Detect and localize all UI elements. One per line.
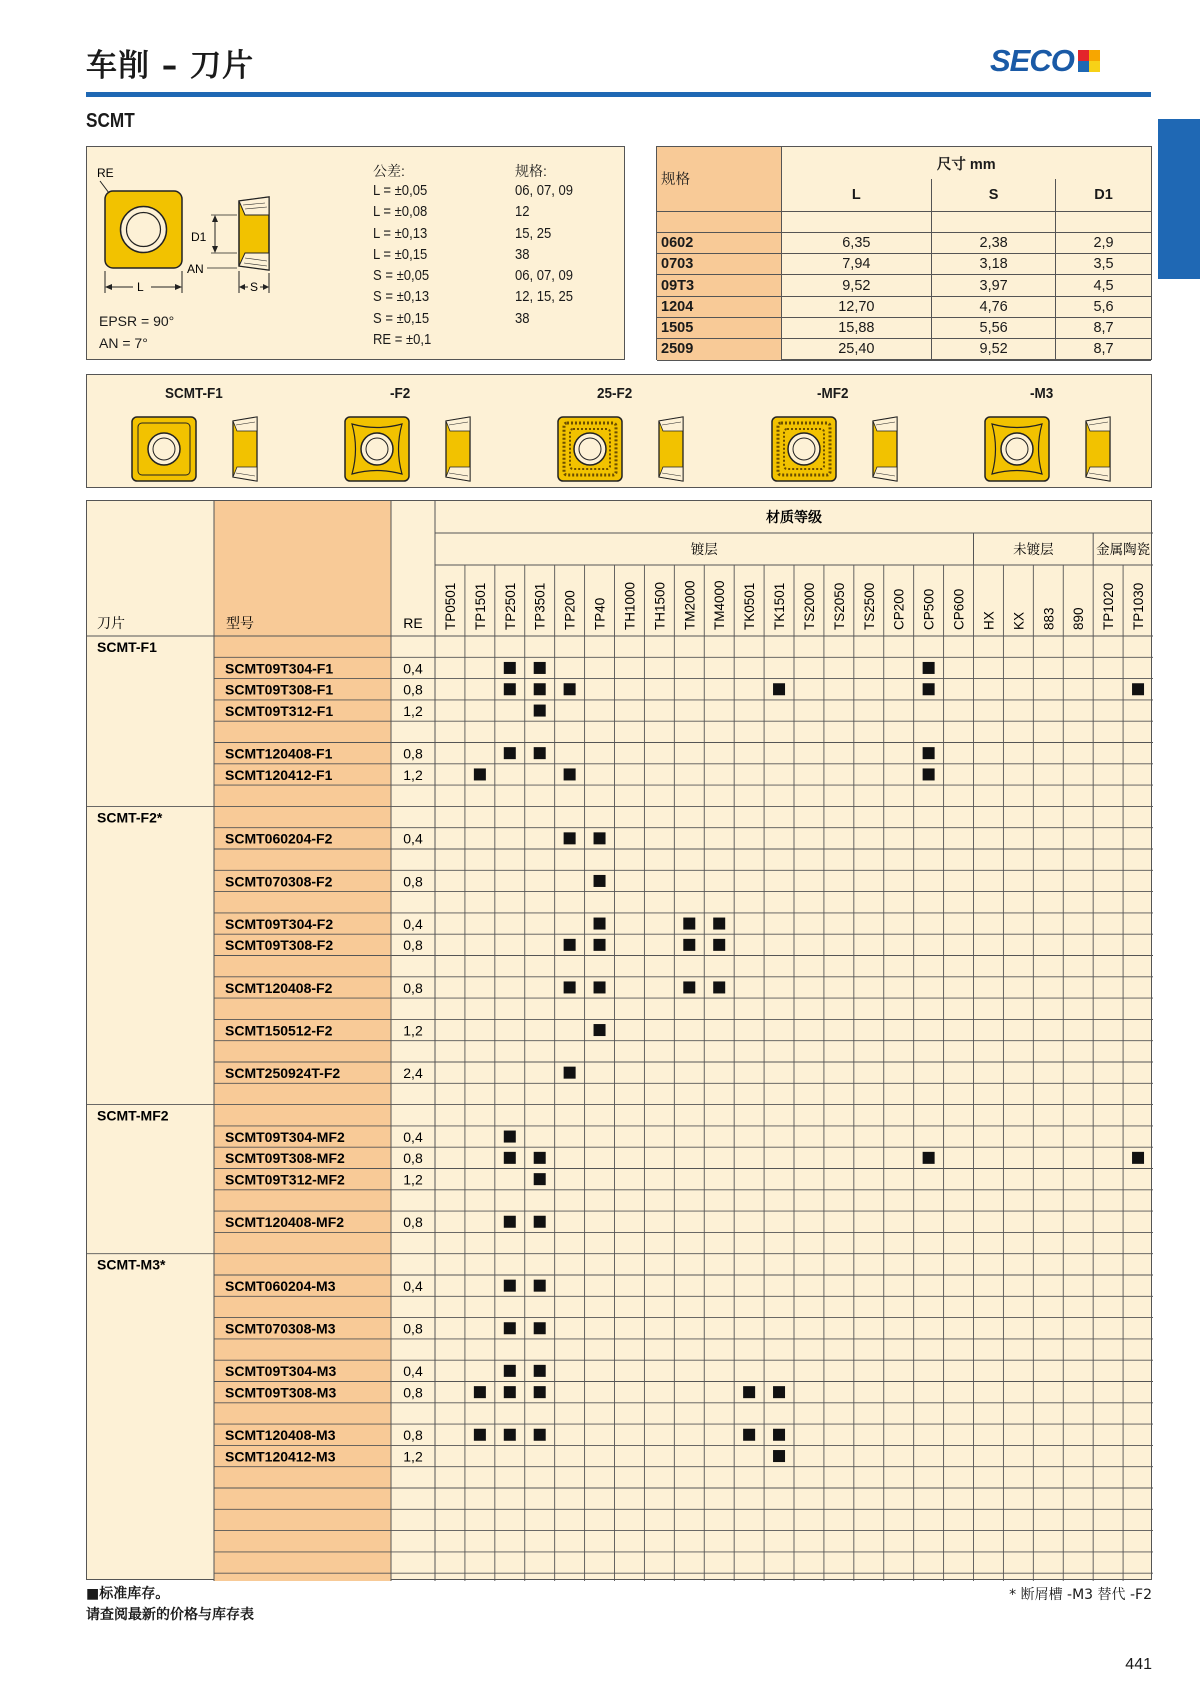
dim-cell-spec: 1505 <box>657 317 781 338</box>
dim-cell-d1: 2,9 <box>1056 232 1151 253</box>
uncoated-group-label: 未镀层 <box>1013 542 1054 558</box>
stock-mark <box>773 1450 785 1462</box>
insert-type-code: SCMT09T304-MF2 <box>225 1128 345 1145</box>
dim-cell-d1: 3,5 <box>1056 254 1151 275</box>
dim-col-d1: D1 <box>1056 179 1151 211</box>
grade-table <box>86 500 1152 1580</box>
grade-header: TP1020 <box>1101 582 1117 630</box>
page-number: 441 <box>1125 1656 1152 1673</box>
insert-type-code: SCMT120408-F1 <box>225 745 333 762</box>
dim-cell-d1: 8,7 <box>1056 339 1151 360</box>
corner-radius-value: 1,2 <box>403 702 423 719</box>
grade-header: TP3501 <box>532 582 548 630</box>
grade-header: TK0501 <box>742 582 758 630</box>
dim-cell-l: 6,35 <box>781 232 932 253</box>
insert-type-code: SCMT120408-MF2 <box>225 1214 345 1231</box>
corner-radius-value: 1,2 <box>403 1448 423 1465</box>
epsr-text: EPSR = 90° <box>99 313 175 329</box>
spec-item: 06, 07, 09 <box>515 268 574 285</box>
insert-type-code: SCMT09T304-M3 <box>225 1363 337 1380</box>
stock-mark <box>683 981 695 993</box>
dim-cell-l: 9,52 <box>781 275 932 296</box>
corner-radius-value: 0,8 <box>403 745 423 762</box>
stock-mark <box>504 1429 516 1441</box>
stock-mark <box>743 1429 755 1441</box>
stock-mark <box>594 981 606 993</box>
spec-item: 06, 07, 09 <box>515 183 574 199</box>
stock-mark <box>504 1216 516 1228</box>
dim-cell-spec: 2509 <box>657 339 781 360</box>
section-title: SCMT <box>86 110 135 132</box>
stock-mark <box>534 747 546 759</box>
insert-type-code: SCMT120412-F1 <box>225 766 333 783</box>
corner-radius-value: 0,8 <box>403 979 423 996</box>
corner-radius-value: 0,8 <box>403 1320 423 1337</box>
insert-type-code: SCMT09T304-F2 <box>225 915 334 932</box>
stock-mark <box>474 1386 486 1398</box>
logo-text: SECO <box>990 43 1074 78</box>
corner-radius-value: 0,8 <box>403 1150 423 1167</box>
stock-mark <box>534 683 546 695</box>
chipbreaker-insert-icon <box>129 415 279 483</box>
dim-row <box>657 317 1151 338</box>
stock-mark <box>504 683 516 695</box>
dim-cell-spec: 1204 <box>657 296 781 317</box>
stock-mark <box>923 1152 935 1164</box>
stock-mark <box>564 939 576 951</box>
stock-mark <box>534 1216 546 1228</box>
grade-header: CP200 <box>891 588 907 630</box>
tolerance-item: S = ±0,15 <box>373 310 430 327</box>
dim-cell-s: 9,52 <box>932 339 1056 360</box>
corner-radius-value: 1,2 <box>403 1171 423 1188</box>
stock-mark <box>683 939 695 951</box>
insert-type-code: SCMT060204-F2 <box>225 830 333 847</box>
corner-radius-value: 0,4 <box>403 915 423 932</box>
spec-list <box>515 181 573 351</box>
dim-row <box>657 232 1151 253</box>
stock-mark <box>564 768 576 780</box>
grade-header: TP200 <box>562 590 578 630</box>
d1-label: D1 <box>191 230 207 244</box>
grade-header: CP600 <box>951 588 967 630</box>
chipbreaker-label: 25-F2 <box>597 385 633 402</box>
spec-item: 12, 15, 25 <box>515 289 574 306</box>
dim-cell-d1: 5,6 <box>1056 296 1151 317</box>
stock-mark <box>1132 1152 1144 1164</box>
stock-mark <box>474 1429 486 1441</box>
s-label: S <box>250 280 259 294</box>
chipbreaker-insert-icon <box>769 415 919 483</box>
stock-mark <box>773 1386 785 1398</box>
stock-mark <box>773 1429 785 1441</box>
grade-header: TS2500 <box>861 582 877 630</box>
insert-type-code: SCMT09T308-F2 <box>225 937 334 954</box>
tolerance-header: 公差: <box>373 163 405 179</box>
chipbreaker-label: SCMT-F1 <box>165 385 223 402</box>
insert-type-code: SCMT150512-F2 <box>225 1022 333 1039</box>
l-label: L <box>137 280 144 294</box>
stock-mark <box>594 939 606 951</box>
insert-type-code: SCMT120408-F2 <box>225 979 333 996</box>
tolerance-item: L = ±0,15 <box>373 246 428 263</box>
corner-radius-value: 2,4 <box>403 1065 423 1081</box>
stock-mark <box>534 1152 546 1164</box>
stock-mark <box>713 939 725 951</box>
dim-row <box>657 254 1151 275</box>
dim-cell-s: 4,76 <box>932 296 1056 317</box>
grade-header: TH1000 <box>622 581 638 630</box>
stock-mark <box>534 1386 546 1398</box>
dim-col-l: L <box>781 179 932 211</box>
stock-mark <box>594 918 606 930</box>
col-insert-header: 刀片 <box>97 616 125 632</box>
dim-cell-s: 2,38 <box>932 232 1056 253</box>
corner-radius-value: 0,4 <box>403 830 423 847</box>
corner-radius-value: 0,8 <box>403 1384 423 1401</box>
grade-group-title: 材质等级 <box>766 510 822 526</box>
insert-type-code: SCMT09T308-MF2 <box>225 1150 345 1167</box>
an-label: AN <box>187 262 204 276</box>
spec-item <box>515 330 573 351</box>
corner-radius-value: 0,4 <box>403 1278 423 1294</box>
insert-type-code: SCMT070308-F2 <box>225 873 333 890</box>
grade-header: TP40 <box>592 597 608 630</box>
insert-type-code: SCMT09T308-M3 <box>225 1384 337 1401</box>
tolerance-item: L = ±0,13 <box>373 225 428 242</box>
stock-mark <box>683 918 695 930</box>
dim-row <box>657 275 1151 296</box>
re-leader <box>100 181 109 193</box>
dim-spec-header: 规格 <box>657 147 781 211</box>
tolerance-item: L = ±0,05 <box>373 183 428 199</box>
dim-title: 尺寸 mm <box>936 156 996 173</box>
stock-mark <box>534 705 546 717</box>
grade-header: TS2050 <box>831 582 847 630</box>
tolerance-item: S = ±0,05 <box>373 268 430 285</box>
stock-mark <box>564 683 576 695</box>
stock-mark <box>534 1280 546 1292</box>
stock-mark <box>923 662 935 674</box>
stock-mark <box>923 683 935 695</box>
corner-radius-value: 0,4 <box>403 1128 423 1145</box>
stock-mark <box>504 747 516 759</box>
corner-radius-value: 0,8 <box>403 681 423 698</box>
grade-header: 883 <box>1041 607 1057 630</box>
insert-type-code: SCMT09T304-F1 <box>225 660 334 677</box>
grade-header: TP1501 <box>472 582 488 630</box>
corner-radius-value: 0,8 <box>403 937 423 954</box>
insert-type-code: SCMT250924T-F2 <box>225 1065 341 1081</box>
insert-group-label: SCMT-F1 <box>97 639 157 655</box>
insert-group-label: SCMT-M3* <box>97 1256 166 1273</box>
corner-radius-value: 1,2 <box>403 1022 423 1039</box>
tolerance-item: RE = ±0,1 <box>373 332 432 349</box>
header-rule <box>86 92 1151 97</box>
tolerance-item: L = ±0,08 <box>373 204 428 221</box>
footnote: * 断屑槽 -M3 替代 -F2 <box>1009 1587 1152 1603</box>
corner-radius-value: 0,8 <box>403 1427 423 1444</box>
tolerance-item: S = ±0,13 <box>373 289 430 306</box>
tolerance-list <box>373 181 431 351</box>
grade-header: TP1030 <box>1131 582 1147 630</box>
chipbreaker-panel <box>86 374 1152 488</box>
dim-row <box>657 296 1151 317</box>
stock-mark <box>504 1280 516 1292</box>
dim-cell-l: 7,94 <box>781 254 932 275</box>
stock-mark <box>564 981 576 993</box>
stock-mark <box>534 1173 546 1185</box>
page-title: 车削 – 刀片 <box>86 48 255 84</box>
stock-mark <box>743 1386 755 1398</box>
dim-cell-d1: 8,7 <box>1056 317 1151 338</box>
dim-cell-l: 15,88 <box>781 317 932 338</box>
col-re-header: RE <box>403 615 423 631</box>
dim-cell-spec: 0602 <box>657 232 781 253</box>
grade-header: TH1500 <box>652 581 668 630</box>
stock-mark <box>564 832 576 844</box>
seco-logo <box>990 44 1100 78</box>
stock-mark <box>534 1322 546 1334</box>
grade-header: 890 <box>1071 607 1087 630</box>
grade-header: TM2000 <box>682 580 698 630</box>
insert-hole-inner <box>127 213 161 247</box>
dim-cell-spec: 0703 <box>657 254 781 275</box>
chipbreaker-label: -MF2 <box>816 385 849 402</box>
cermet-group-label: 金属陶瓷 <box>1096 542 1151 558</box>
dim-cell-s: 3,18 <box>932 254 1056 275</box>
stock-mark <box>594 832 606 844</box>
dim-cell-l: 12,70 <box>781 296 932 317</box>
grade-header: TM4000 <box>712 580 728 630</box>
stock-mark <box>534 1365 546 1377</box>
corner-radius-value: 0,4 <box>403 660 423 677</box>
an-text: AN = 7° <box>99 335 148 351</box>
insert-type-code: SCMT09T312-MF2 <box>225 1171 345 1188</box>
grade-table-grid <box>87 501 1153 1581</box>
spec-item: 15, 25 <box>515 225 552 242</box>
grade-header: TP0501 <box>442 582 458 630</box>
spec-item: 12 <box>515 204 530 221</box>
insert-type-code: SCMT09T312-F1 <box>225 702 334 719</box>
stock-mark <box>713 981 725 993</box>
stock-mark <box>474 768 486 780</box>
stock-mark <box>534 1429 546 1441</box>
stock-mark <box>504 1365 516 1377</box>
legend-price-note: 请查阅最新的价格与库存表 <box>86 1607 254 1623</box>
side-tab <box>1158 119 1200 279</box>
stock-mark <box>923 747 935 759</box>
stock-mark <box>773 683 785 695</box>
stock-mark <box>504 1131 516 1143</box>
legend-stock: ■标准库存。 <box>86 1586 170 1602</box>
grade-header: TP2501 <box>502 582 518 630</box>
spec-item: 38 <box>515 310 530 327</box>
logo-mark-icon <box>1078 50 1100 72</box>
stock-mark <box>1132 683 1144 695</box>
grade-header: HX <box>981 611 997 630</box>
chipbreaker-label: -F2 <box>390 385 411 402</box>
insert-type-code: SCMT120412-M3 <box>225 1448 336 1465</box>
stock-mark <box>594 1024 606 1036</box>
dim-cell-l: 25,40 <box>781 339 932 360</box>
re-label: RE <box>97 166 114 180</box>
chipbreaker-insert-icon <box>342 415 492 483</box>
corner-radius-value: 1,2 <box>403 766 423 783</box>
grade-header: TS2000 <box>801 582 817 630</box>
insert-group-label: SCMT-MF2 <box>97 1107 169 1124</box>
grade-header: TK1501 <box>772 582 788 630</box>
footer-legend <box>86 1584 254 1626</box>
chipbreaker-insert-icon <box>982 415 1132 483</box>
corner-radius-value: 0,4 <box>403 1363 423 1380</box>
coated-group-label: 镀层 <box>690 542 718 558</box>
insert-type-code: SCMT120408-M3 <box>225 1427 336 1444</box>
stock-mark <box>564 1067 576 1079</box>
grade-header: CP500 <box>921 588 937 630</box>
spec-item: 38 <box>515 246 530 263</box>
dim-col-s: S <box>932 179 1056 211</box>
dim-cell-s: 5,56 <box>932 317 1056 338</box>
dimensions-table <box>657 147 1151 361</box>
stock-mark <box>594 875 606 887</box>
col-type-header: 型号 <box>226 616 254 632</box>
stock-mark <box>713 918 725 930</box>
dim-cell-spec: 09T3 <box>657 275 781 296</box>
chipbreaker-label: -M3 <box>1029 385 1054 402</box>
insert-group-label: SCMT-F2* <box>97 809 163 826</box>
spec-header: 规格: <box>515 163 547 179</box>
dim-cell-s: 3,97 <box>932 275 1056 296</box>
grade-header: KX <box>1011 611 1027 630</box>
stock-mark <box>504 1152 516 1164</box>
corner-radius-value: 0,8 <box>403 1214 423 1231</box>
dim-cell-d1: 4,5 <box>1056 275 1151 296</box>
corner-radius-value: 0,8 <box>403 873 423 890</box>
stock-mark <box>504 662 516 674</box>
dim-row <box>657 339 1151 360</box>
insert-type-code: SCMT060204-M3 <box>225 1278 336 1294</box>
stock-mark <box>504 1322 516 1334</box>
stock-mark <box>504 1386 516 1398</box>
chipbreaker-insert-icon <box>555 415 705 483</box>
stock-mark <box>534 662 546 674</box>
insert-type-code: SCMT070308-M3 <box>225 1320 336 1337</box>
geometry-panel <box>86 146 625 360</box>
insert-type-code: SCMT09T308-F1 <box>225 681 334 698</box>
stock-mark <box>923 768 935 780</box>
dimensions-panel <box>656 146 1152 360</box>
